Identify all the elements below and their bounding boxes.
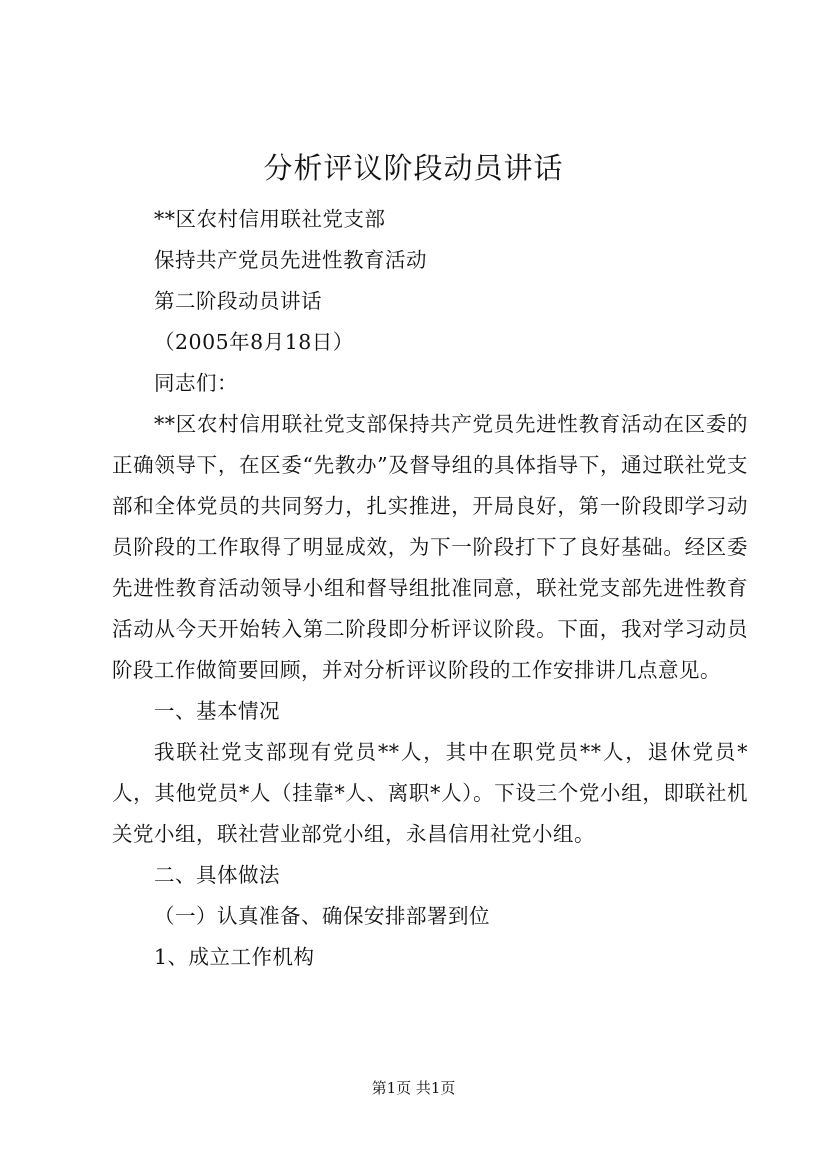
org-line: **区农村信用联社党支部 bbox=[154, 207, 386, 231]
basic-situation-paragraph: 我联社党支部现有党员**人，其中在职党员**人，退休党员*人，其他党员*人（挂靠*人、离职*人）。下设三个党小组，即联社机关党小组，联社营业部党小组，永昌信用社党小组。 bbox=[112, 740, 748, 846]
greeting-line: 同志们： bbox=[154, 371, 238, 395]
section-heading-methods: 二、具体做法 bbox=[154, 863, 280, 887]
document-body bbox=[112, 199, 748, 978]
item-heading: 1、成立工作机构 bbox=[154, 945, 315, 969]
speech-line: 第二阶段动员讲话 bbox=[154, 289, 322, 313]
intro-paragraph: **区农村信用联社党支部保持共产党员先进性教育活动在区委的正确领导下，在区委“先教办”及督导组的具体指导下，通过联社党支部和全体党员的共同努力，扎实推进，开局良好，第一阶段即学习动员阶段的工作取得了明显成效，为下一阶段打下了良好基础。经区委先进性教育活动领导小组和督导组批准同意，联社党支部先进性教育活动从今天开始转入第二阶段即分析评议阶段。下面，我对学习动员阶段工作做简要回顾，并对分析评议阶段的工作安排讲几点意见。 bbox=[112, 412, 748, 682]
subsection-heading: （一）认真准备、确保安排部署到位 bbox=[154, 904, 490, 928]
document-title: 分析评议阶段动员讲话 bbox=[263, 151, 564, 185]
date-line: （2005年8月18日） bbox=[154, 330, 354, 354]
section-heading-basic: 一、基本情况 bbox=[154, 699, 280, 723]
activity-line: 保持共产党员先进性教育活动 bbox=[154, 248, 427, 272]
page-footer: 第1页 共1页 bbox=[371, 1079, 456, 1097]
